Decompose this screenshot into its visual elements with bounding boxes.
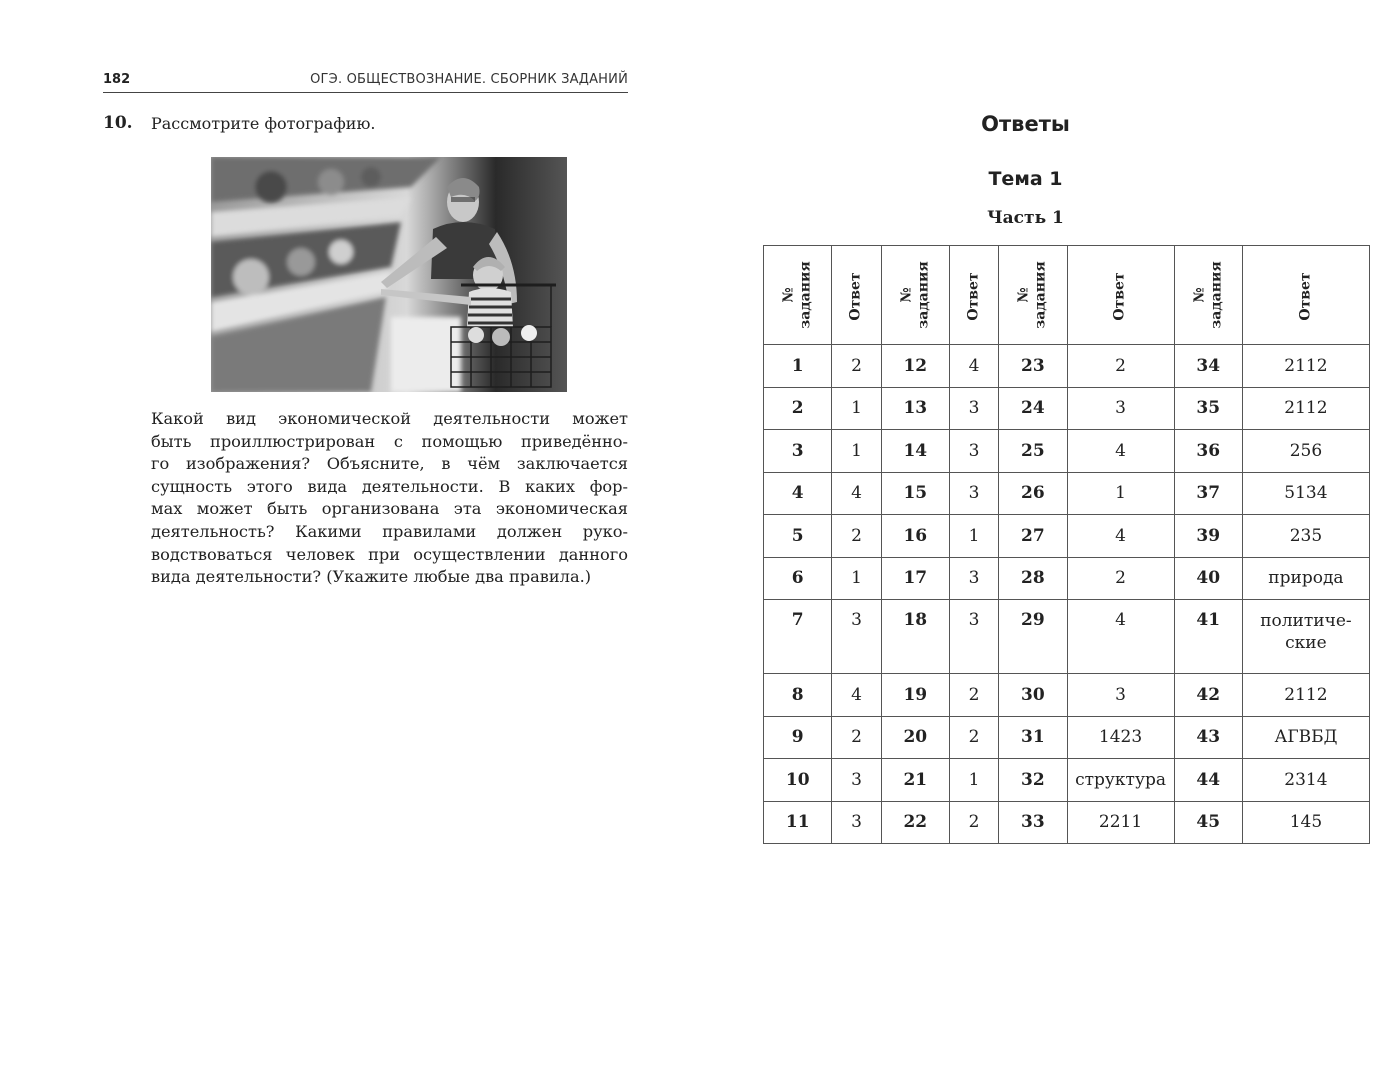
task-text-line: водствоваться человек при осуществлении данного: [151, 544, 628, 564]
task-text-line: мах может быть организована эта экономическая: [151, 499, 628, 519]
task-number-cell: 6: [764, 557, 832, 600]
header-task-number: [999, 246, 1067, 345]
part-title: Часть 1: [987, 208, 1064, 228]
header-task-number: [881, 246, 949, 345]
answer-cell: 2: [832, 716, 881, 759]
table-row: [764, 674, 1370, 717]
task-number-cell: 20: [881, 716, 949, 759]
answer-cell: 2112: [1242, 345, 1369, 388]
table-row: [764, 801, 1370, 844]
task-number-cell: 16: [881, 515, 949, 558]
task-number-cell: 26: [999, 472, 1067, 515]
answer-cell: АГВБД: [1242, 716, 1369, 759]
task-number-cell: 40: [1174, 557, 1242, 600]
answer-cell: 2211: [1067, 801, 1174, 844]
answers-table: [763, 245, 1370, 844]
task-number-cell: 3: [764, 430, 832, 473]
rotated-header-label: [898, 261, 932, 328]
header-label-part: №: [898, 287, 915, 303]
answer-cell: 1: [1067, 472, 1174, 515]
answer-cell: 3: [1067, 387, 1174, 430]
task-number-cell: 37: [1174, 472, 1242, 515]
answer-cell: 3: [832, 600, 881, 674]
answer-cell: 4: [832, 472, 881, 515]
task-number: 10.: [103, 113, 133, 133]
answer-cell: 2: [949, 801, 998, 844]
answer-cell: 4: [949, 345, 998, 388]
header-label-part: Ответ: [1112, 272, 1129, 321]
task-number-cell: 43: [1174, 716, 1242, 759]
rotated-header-label: [848, 272, 865, 320]
table-row: [764, 345, 1370, 388]
task-number-cell: 13: [881, 387, 949, 430]
task-number-cell: 35: [1174, 387, 1242, 430]
answer-cell: 3: [1067, 674, 1174, 717]
task-text-line: го изображения? Объясните, в чём заключается: [151, 454, 628, 474]
task-number-cell: 2: [764, 387, 832, 430]
task-number-cell: 29: [999, 600, 1067, 674]
task-number-cell: 27: [999, 515, 1067, 558]
header-label-part: задания: [1208, 261, 1225, 329]
header-answer: [1067, 246, 1174, 345]
running-header: [103, 70, 628, 93]
topic-title: Тема 1: [988, 168, 1063, 190]
answer-cell: 3: [832, 801, 881, 844]
answer-cell: 1: [949, 515, 998, 558]
task-question-text: [151, 408, 628, 589]
task-number-cell: 8: [764, 674, 832, 717]
header-label-part: Ответ: [1297, 272, 1314, 321]
task-number-cell: 34: [1174, 345, 1242, 388]
task-number-cell: 12: [881, 345, 949, 388]
answer-cell: 3: [949, 600, 998, 674]
answer-cell: 2: [1067, 557, 1174, 600]
task-text-line: деятельность? Какими правилами должен руко-: [151, 521, 628, 541]
task-number-cell: 42: [1174, 674, 1242, 717]
header-label-part: №: [1191, 287, 1208, 303]
rotated-header-label: [1016, 261, 1050, 328]
task-number-cell: 24: [999, 387, 1067, 430]
answer-cell: 1423: [1067, 716, 1174, 759]
header-label-part: №: [780, 287, 797, 303]
table-row: [764, 430, 1370, 473]
header-answer: [949, 246, 998, 345]
answer-cell: 145: [1242, 801, 1369, 844]
task-number-cell: 4: [764, 472, 832, 515]
task-number-cell: 39: [1174, 515, 1242, 558]
right-page: [700, 0, 1391, 1080]
table-body: [764, 345, 1370, 844]
answer-cell: 1: [949, 759, 998, 802]
answer-cell: 1: [832, 387, 881, 430]
task-number-cell: 7: [764, 600, 832, 674]
answer-cell: 1: [832, 430, 881, 473]
answer-cell: 2: [832, 515, 881, 558]
task-text-line: Какой вид экономической деятельности может: [151, 409, 628, 428]
page-number: 182: [103, 72, 131, 87]
task-number-cell: 15: [881, 472, 949, 515]
header-task-number: [1174, 246, 1242, 345]
task-text-line: сущность этого вида деятельности. В каких фор-: [151, 476, 628, 496]
answer-cell: 3: [949, 430, 998, 473]
header-label-part: Ответ: [965, 272, 982, 321]
task-number-cell: 9: [764, 716, 832, 759]
task-number-cell: 11: [764, 801, 832, 844]
task-number-cell: 33: [999, 801, 1067, 844]
answer-cell: 3: [949, 557, 998, 600]
task-text-line: вида деятельности? (Укажите любые два правила.): [151, 567, 592, 587]
table-row: [764, 557, 1370, 600]
task-number-cell: 5: [764, 515, 832, 558]
answer-cell: 235: [1242, 515, 1369, 558]
answer-cell: 2112: [1242, 674, 1369, 717]
answer-cell: 5134: [1242, 472, 1369, 515]
answer-cell: 2: [949, 716, 998, 759]
table-row: [764, 716, 1370, 759]
rotated-header-label: [1112, 272, 1129, 320]
answer-cell: 4: [1067, 600, 1174, 674]
task-number-cell: 41: [1174, 600, 1242, 674]
task-number-cell: 14: [881, 430, 949, 473]
table-row: [764, 600, 1370, 674]
header-label-part: задания: [1032, 261, 1049, 329]
task-text-line: быть проиллюстрирован с помощью приведённо-: [151, 431, 628, 451]
header-answer: [832, 246, 881, 345]
answer-cell: 3: [949, 472, 998, 515]
header-answer: [1242, 246, 1369, 345]
answer-cell: 3: [949, 387, 998, 430]
answer-cell: 4: [832, 674, 881, 717]
task-number-cell: 22: [881, 801, 949, 844]
task-number-cell: 1: [764, 345, 832, 388]
task-number-cell: 44: [1174, 759, 1242, 802]
table-header-row: [764, 246, 1370, 345]
rotated-header-label: [781, 261, 815, 328]
answer-cell: политиче- ские: [1242, 600, 1369, 674]
answer-cell: природа: [1242, 557, 1369, 600]
answer-cell: 4: [1067, 515, 1174, 558]
table-row: [764, 515, 1370, 558]
answer-cell: 2112: [1242, 387, 1369, 430]
rotated-header-label: [966, 272, 983, 320]
rotated-header-label: [1191, 261, 1225, 328]
task-number-cell: 23: [999, 345, 1067, 388]
task-number-cell: 18: [881, 600, 949, 674]
task-photo: [211, 157, 567, 392]
answer-cell: 2: [1067, 345, 1174, 388]
answer-cell: 2314: [1242, 759, 1369, 802]
header-label-part: задания: [797, 261, 814, 329]
task-number-cell: 32: [999, 759, 1067, 802]
book-title: ОГЭ. ОБЩЕСТВОЗНАНИЕ. СБОРНИК ЗАДАНИЙ: [310, 72, 628, 87]
table-row: [764, 387, 1370, 430]
table-row: [764, 472, 1370, 515]
task-number-cell: 45: [1174, 801, 1242, 844]
task-number-cell: 17: [881, 557, 949, 600]
answer-cell: 4: [1067, 430, 1174, 473]
answer-cell: 256: [1242, 430, 1369, 473]
task-number-cell: 30: [999, 674, 1067, 717]
header-label-part: Ответ: [847, 272, 864, 321]
answer-cell: 1: [832, 557, 881, 600]
rotated-header-label: [1297, 272, 1314, 320]
header-task-number: [764, 246, 832, 345]
task-prompt: Рассмотрите фотографию.: [151, 114, 376, 133]
task-number-cell: 25: [999, 430, 1067, 473]
task-number-cell: 19: [881, 674, 949, 717]
supermarket-photo-illustration: [211, 157, 567, 392]
answers-title: Ответы: [981, 112, 1070, 136]
table-row: [764, 759, 1370, 802]
answer-cell: 2: [832, 345, 881, 388]
answer-cell: 2: [949, 674, 998, 717]
task-number-cell: 21: [881, 759, 949, 802]
header-label-part: №: [1015, 287, 1032, 303]
task-number-cell: 36: [1174, 430, 1242, 473]
answer-cell: структура: [1067, 759, 1174, 802]
header-label-part: задания: [915, 261, 932, 329]
task-number-cell: 31: [999, 716, 1067, 759]
task-number-cell: 28: [999, 557, 1067, 600]
answer-cell: 3: [832, 759, 881, 802]
task-number-cell: 10: [764, 759, 832, 802]
